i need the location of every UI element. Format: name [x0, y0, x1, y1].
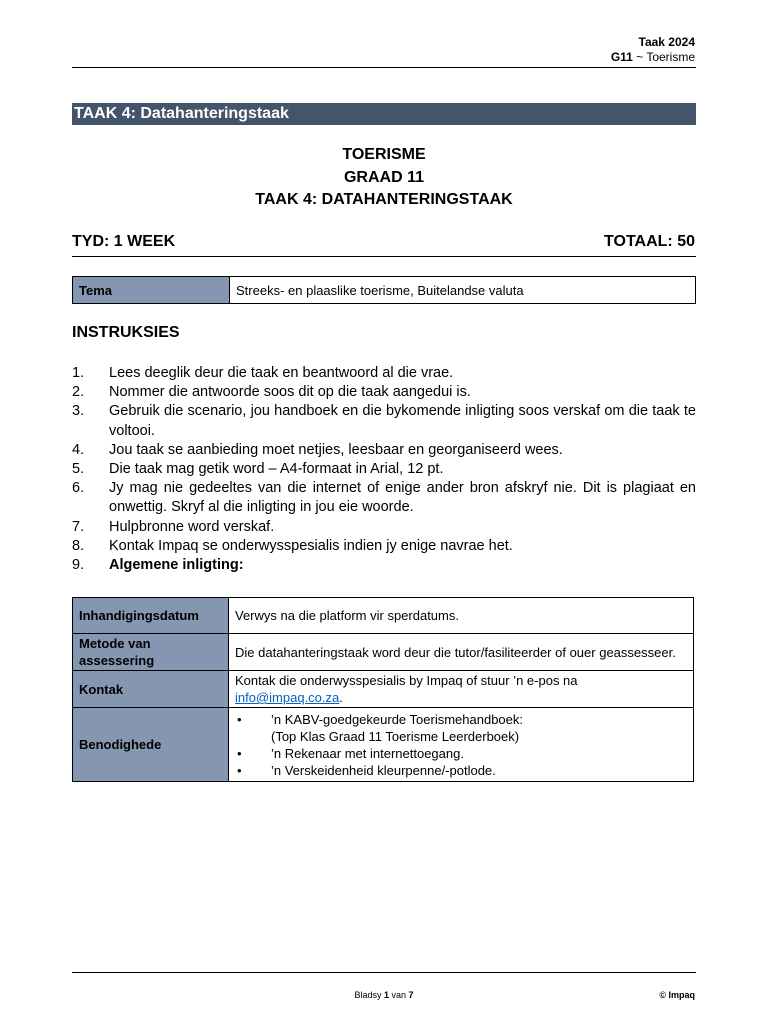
bullet-icon: • [237, 711, 242, 727]
instructions-heading: INSTRUKSIES [72, 324, 180, 341]
requirements-value [229, 708, 694, 782]
title-task: TAAK 4: DATAHANTERINGSTAAK [255, 191, 513, 208]
requirements-list [235, 711, 687, 779]
contact-value: Kontak die onderwysspesialis by Impaq of stuur ’n e-pos na info@impaq.co.za. [229, 671, 694, 708]
list-item: 6. Jy mag nie gedeeltes van die internet of enige ander bron afskryf nie. Dit is plagiaat en onwettig. Skryf al die inligting in jou eie woorde. [72, 480, 696, 516]
submission-date-value: Verwys na die platform vir sperdatums. [229, 598, 694, 634]
document-header [611, 35, 695, 65]
theme-row [73, 277, 696, 304]
title-grade: GRAAD 11 [343, 169, 425, 186]
total-label: TOTAAL: 50 [604, 233, 695, 250]
header-task-year: Taak 2024 [638, 35, 695, 49]
theme-table [72, 276, 696, 304]
list-item: 1. Lees deeglik deur die taak en beantwoord al die vrae. [72, 365, 454, 381]
list-item: 3. Gebruik die scenario, jou handboek en die bykomende inligting soos verskaf om die taak te voltooi. [72, 403, 696, 439]
instructions-list [72, 364, 696, 575]
general-info-table [72, 597, 694, 782]
task-banner: TAAK 4: Datahanteringstaak [72, 103, 696, 125]
header-subject [611, 50, 695, 65]
time-label: TYD: 1 WEEK [72, 233, 176, 250]
assessment-method-label: Metode van assessering [73, 634, 229, 671]
list-item: • ’n Verskeidenheid kleurpenne/-potlode. [237, 762, 496, 778]
header-grade: G11 [610, 50, 633, 64]
theme-value: Streeks- en plaaslike toerisme, Buitelandse valuta [230, 277, 696, 304]
table-row [73, 634, 694, 671]
list-item: 7. Hulpbronne word verskaf. [72, 518, 275, 535]
list-item: • ’n Rekenaar met internettoegang. [237, 745, 464, 761]
list-item: 9. Algemene inligting: [72, 557, 244, 574]
bullet-icon: • [237, 745, 242, 761]
list-item: 8. Kontak Impaq se onderwysspesialis indien jy enige navrae het. [72, 537, 513, 554]
assessment-method-value: Die datahanteringstaak word deur die tutor/fasiliteerder of ouer geassesseer. [229, 634, 694, 671]
list-item: 2. Nommer die antwoorde soos dit op die taak aangedui is. [72, 384, 471, 401]
table-row [73, 708, 694, 782]
footer-divider [72, 972, 696, 973]
theme-label: Tema [73, 277, 230, 304]
submission-date-label: Inhandigingsdatum [73, 598, 229, 634]
table-row [73, 598, 694, 634]
title-subject: TOERISME [342, 146, 426, 163]
bullet-icon: • [237, 762, 242, 778]
copyright: © Impaq [659, 990, 695, 1000]
header-divider [72, 67, 696, 68]
title-divider [72, 256, 696, 257]
requirements-label: Benodighede [73, 708, 229, 782]
list-item: 5. Die taak mag getik word – A4-formaat in Arial, 12 pt. [72, 461, 444, 478]
email-link[interactable]: info@impaq.co.za [235, 690, 340, 705]
header-subject-name: ~ Toerisme [632, 50, 695, 64]
contact-label: Kontak [73, 671, 229, 708]
list-item: 4. Jou taak se aanbieding moet netjies, leesbaar en georganiseerd wees. [72, 441, 563, 458]
page-number: Bladsy 1 van 7 [354, 990, 414, 1000]
list-item: • ’n KABV-goedgekeurde Toerismehandboek: (Top Klas Graad 11 Toerisme Leerderboek) [237, 711, 523, 744]
table-row [73, 671, 694, 708]
